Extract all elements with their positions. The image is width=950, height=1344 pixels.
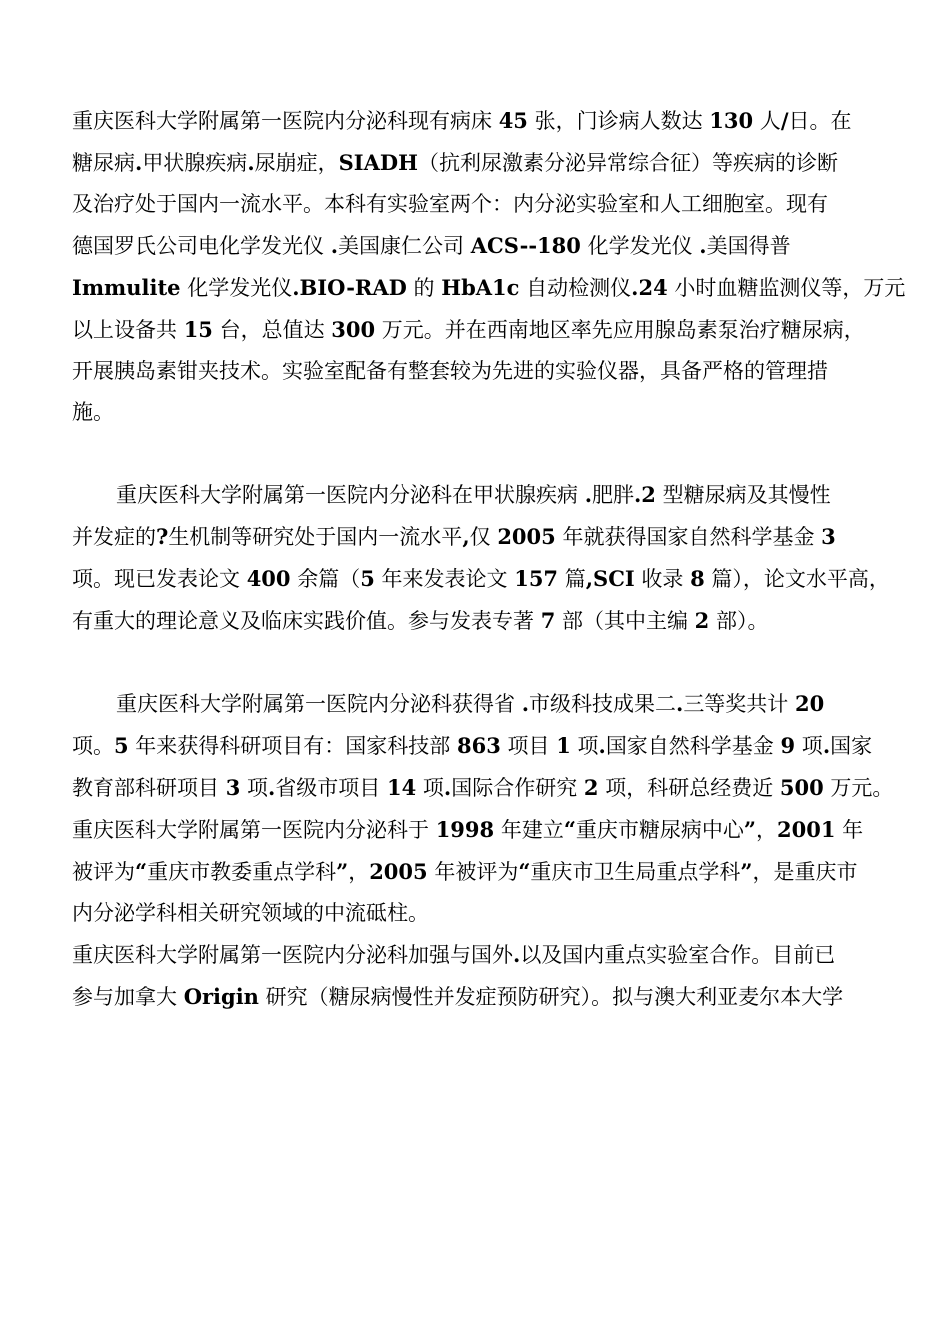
paragraph-2: [72, 474, 890, 642]
paragraph-1: [72, 100, 906, 433]
paragraph-gap: [72, 642, 880, 683]
text-line: 重庆医科大学附属第一医院内分泌科在甲状腺疾病 .肥胖.2 型糖尿病及其慢性: [116, 482, 831, 507]
text-line: 被评为“重庆市教委重点学科”，2005 年被评为“重庆市卫生局重点学科”，是重庆市: [72, 859, 858, 884]
text-line: 德国罗氏公司电化学发光仪 .美国康仁公司 ACS--180 化学发光仪 .美国得普: [72, 233, 791, 258]
text-line: 及治疗处于国内一流水平。本科有实验室两个：内分泌实验室和人工细胞室。现有: [72, 192, 828, 216]
text-line: 有重大的理论意义及临床实践价值。参与发表专著 7 部（其中主编 2 部）。: [72, 608, 769, 633]
paragraph-4: [72, 934, 880, 1018]
text-line: 开展胰岛素钳夹技术。实验室配备有整套较为先进的实验仪器，具备严格的管理措: [72, 359, 828, 383]
text-line: 重庆医科大学附属第一医院内分泌科加强与国外.以及国内重点实验室合作。目前已: [72, 942, 836, 967]
text-line: 项。现已发表论文 400 余篇（5 年来发表论文 157 篇,SCI 收录 8 篇），论文水平高，: [72, 566, 890, 591]
text-line: 内分泌学科相关研究领域的中流砥柱。: [72, 901, 429, 925]
text-line: 重庆医科大学附属第一医院内分泌科于 1998 年建立“重庆市糖尿病中心”，2001 年: [72, 817, 864, 842]
paragraph-3: [72, 683, 894, 934]
text-line: 糖尿病.甲状腺疾病.尿崩症，SIADH（抗利尿激素分泌异常综合征）等疾病的诊断: [72, 150, 838, 175]
text-line: 施。: [72, 400, 114, 424]
text-line: 重庆医科大学附属第一医院内分泌科现有病床 45 张，门诊病人数达 130 人/日。在: [72, 108, 852, 133]
text-line: 并发症的?生机制等研究处于国内一流水平,仅 2005 年就获得国家自然科学基金 3: [72, 524, 836, 549]
document-page: [72, 100, 906, 1018]
text-line: 教育部科研项目 3 项.省级市项目 14 项.国际合作研究 2 项，科研总经费近 500 万元。: [72, 775, 894, 800]
paragraph-gap: [72, 433, 880, 474]
text-line: Immulite 化学发光仪.BIO-RAD 的 HbA1c 自动检测仪.24 小时血糖监测仪等，万元: [72, 275, 906, 300]
text-line: 以上设备共 15 台，总值达 300 万元。并在西南地区率先应用腺岛素泵治疗糖尿病，: [72, 317, 865, 342]
text-line: 重庆医科大学附属第一医院内分泌科获得省 .市级科技成果二.三等奖共计 20: [116, 691, 825, 716]
text-line: 参与加拿大 Origin 研究（糖尿病慢性并发症预防研究）。拟与澳大利亚麦尔本大学: [72, 984, 844, 1009]
text-line: 项。5 年来获得科研项目有：国家科技部 863 项目 1 项.国家自然科学基金 9 项.国家: [72, 733, 873, 758]
